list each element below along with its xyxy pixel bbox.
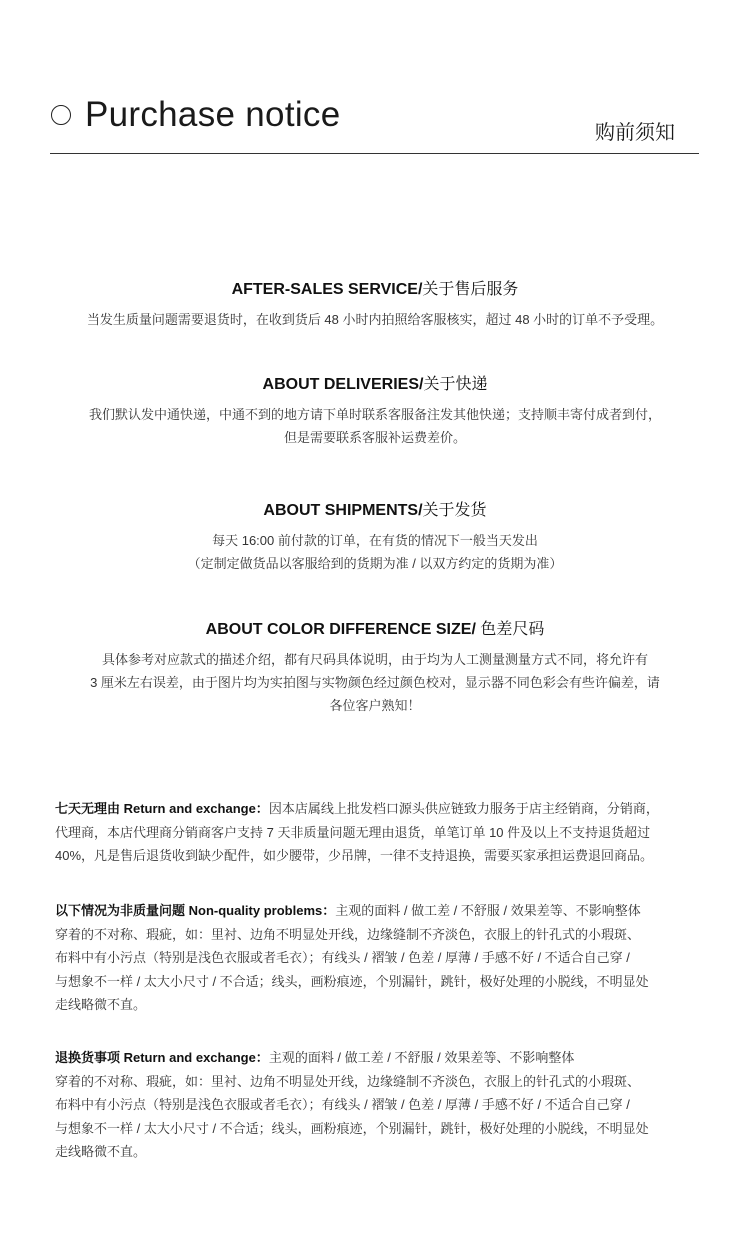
page-title: Purchase notice: [85, 95, 341, 134]
policy-lead: 七天无理由 Return and exchange：: [55, 801, 269, 816]
policy-return-exchange: 退换货事项 Return and exchange：主观的面料 / 做工差 / 不舒服 / 效果差等、不影响整体 穿着的不对称、瑕疵，如：里衬、边角不明显处开线，边缘缝制不齐淡色，衣服上的针孔式的小瑕斑、 布料中有小污点（特别是浅色衣服或者毛衣）；有线头 / 褶皱 / 色差 / 厚薄 / 手感不好 / 不适合自己穿 / 与想象不一样 / 太大小尺寸 / 不合适；线头，画粉痕迹，个别漏针，跳针，极好处理的小脱线，不明显处 走线略微不直。: [55, 1050, 649, 1159]
policy-lead: 以下情况为非质量问题 Non-quality problems：: [55, 903, 336, 918]
section-body: 具体参考对应款式的描述介绍，都有尺码具体说明，由于均为人工测量测量方式不同，将允许有 3 厘米左右误差，由于图片均为实拍图与实物颜色经过颜色校对，显示器不同色彩会有些许偏差，请 各位客户熟知！: [90, 652, 660, 713]
section-deliveries: [0, 371, 750, 449]
section-heading: ABOUT DELIVERIES/关于快递: [262, 376, 488, 393]
circle-icon: [51, 105, 71, 125]
section-after-sales: [0, 276, 750, 331]
section-heading: ABOUT SHIPMENTS/关于发货: [263, 502, 487, 519]
section-color-size: [0, 616, 750, 717]
policy-seven-day-return: 七天无理由 Return and exchange：因本店属线上批发档口源头供应链致力服务于店主经销商，分销商， 代理商，本店代理商分销商客户支持 7 天非质量问题无理由退货，单笔订单 10 件及以上不支持退货超过 40%，凡是售后退货收到缺少配件，如少腰带，少吊牌，一律不支持退换，需要买家承担运费退回商品。: [55, 801, 659, 863]
page-title-cn: 购前须知: [595, 122, 675, 144]
page-header: [50, 96, 699, 154]
section-body: 每天 16:00 前付款的订单，在有货的情况下一般当天发出 （定制定做货品以客服给到的货期为准 / 以双方约定的货期为准）: [187, 533, 563, 571]
section-heading: AFTER-SALES SERVICE/关于售后服务: [231, 281, 519, 298]
section-heading: ABOUT COLOR DIFFERENCE SIZE/ 色差尺码: [205, 621, 545, 638]
header-divider: [50, 153, 699, 154]
section-body: 当发生质量问题需要退货时，在收到货后 48 小时内拍照给客服核实，超过 48 小时的订单不予受理。: [86, 312, 664, 327]
section-shipments: [0, 497, 750, 575]
policy-lead: 退换货事项 Return and exchange：: [55, 1050, 269, 1065]
section-body: 我们默认发中通快递，中通不到的地方请下单时联系客服备注发其他快递；支持顺丰寄付成者到付， 但是需要联系客服补运费差价。: [88, 407, 661, 445]
policy-non-quality: 以下情况为非质量问题 Non-quality problems：主观的面料 / 做工差 / 不舒服 / 效果差等、不影响整体 穿着的不对称、瑕疵，如：里衬、边角不明显处开线，边缘缝制不齐淡色，衣服上的针孔式的小瑕斑、 布料中有小污点（特别是浅色衣服或者毛衣）；有线头 / 褶皱 / 色差 / 厚薄 / 手感不好 / 不适合自己穿 / 与想象不一样 / 太大小尺寸 / 不合适；线头，画粉痕迹，个别漏针，跳针，极好处理的小脱线，不明显处 走线略微不直。: [55, 903, 649, 1012]
